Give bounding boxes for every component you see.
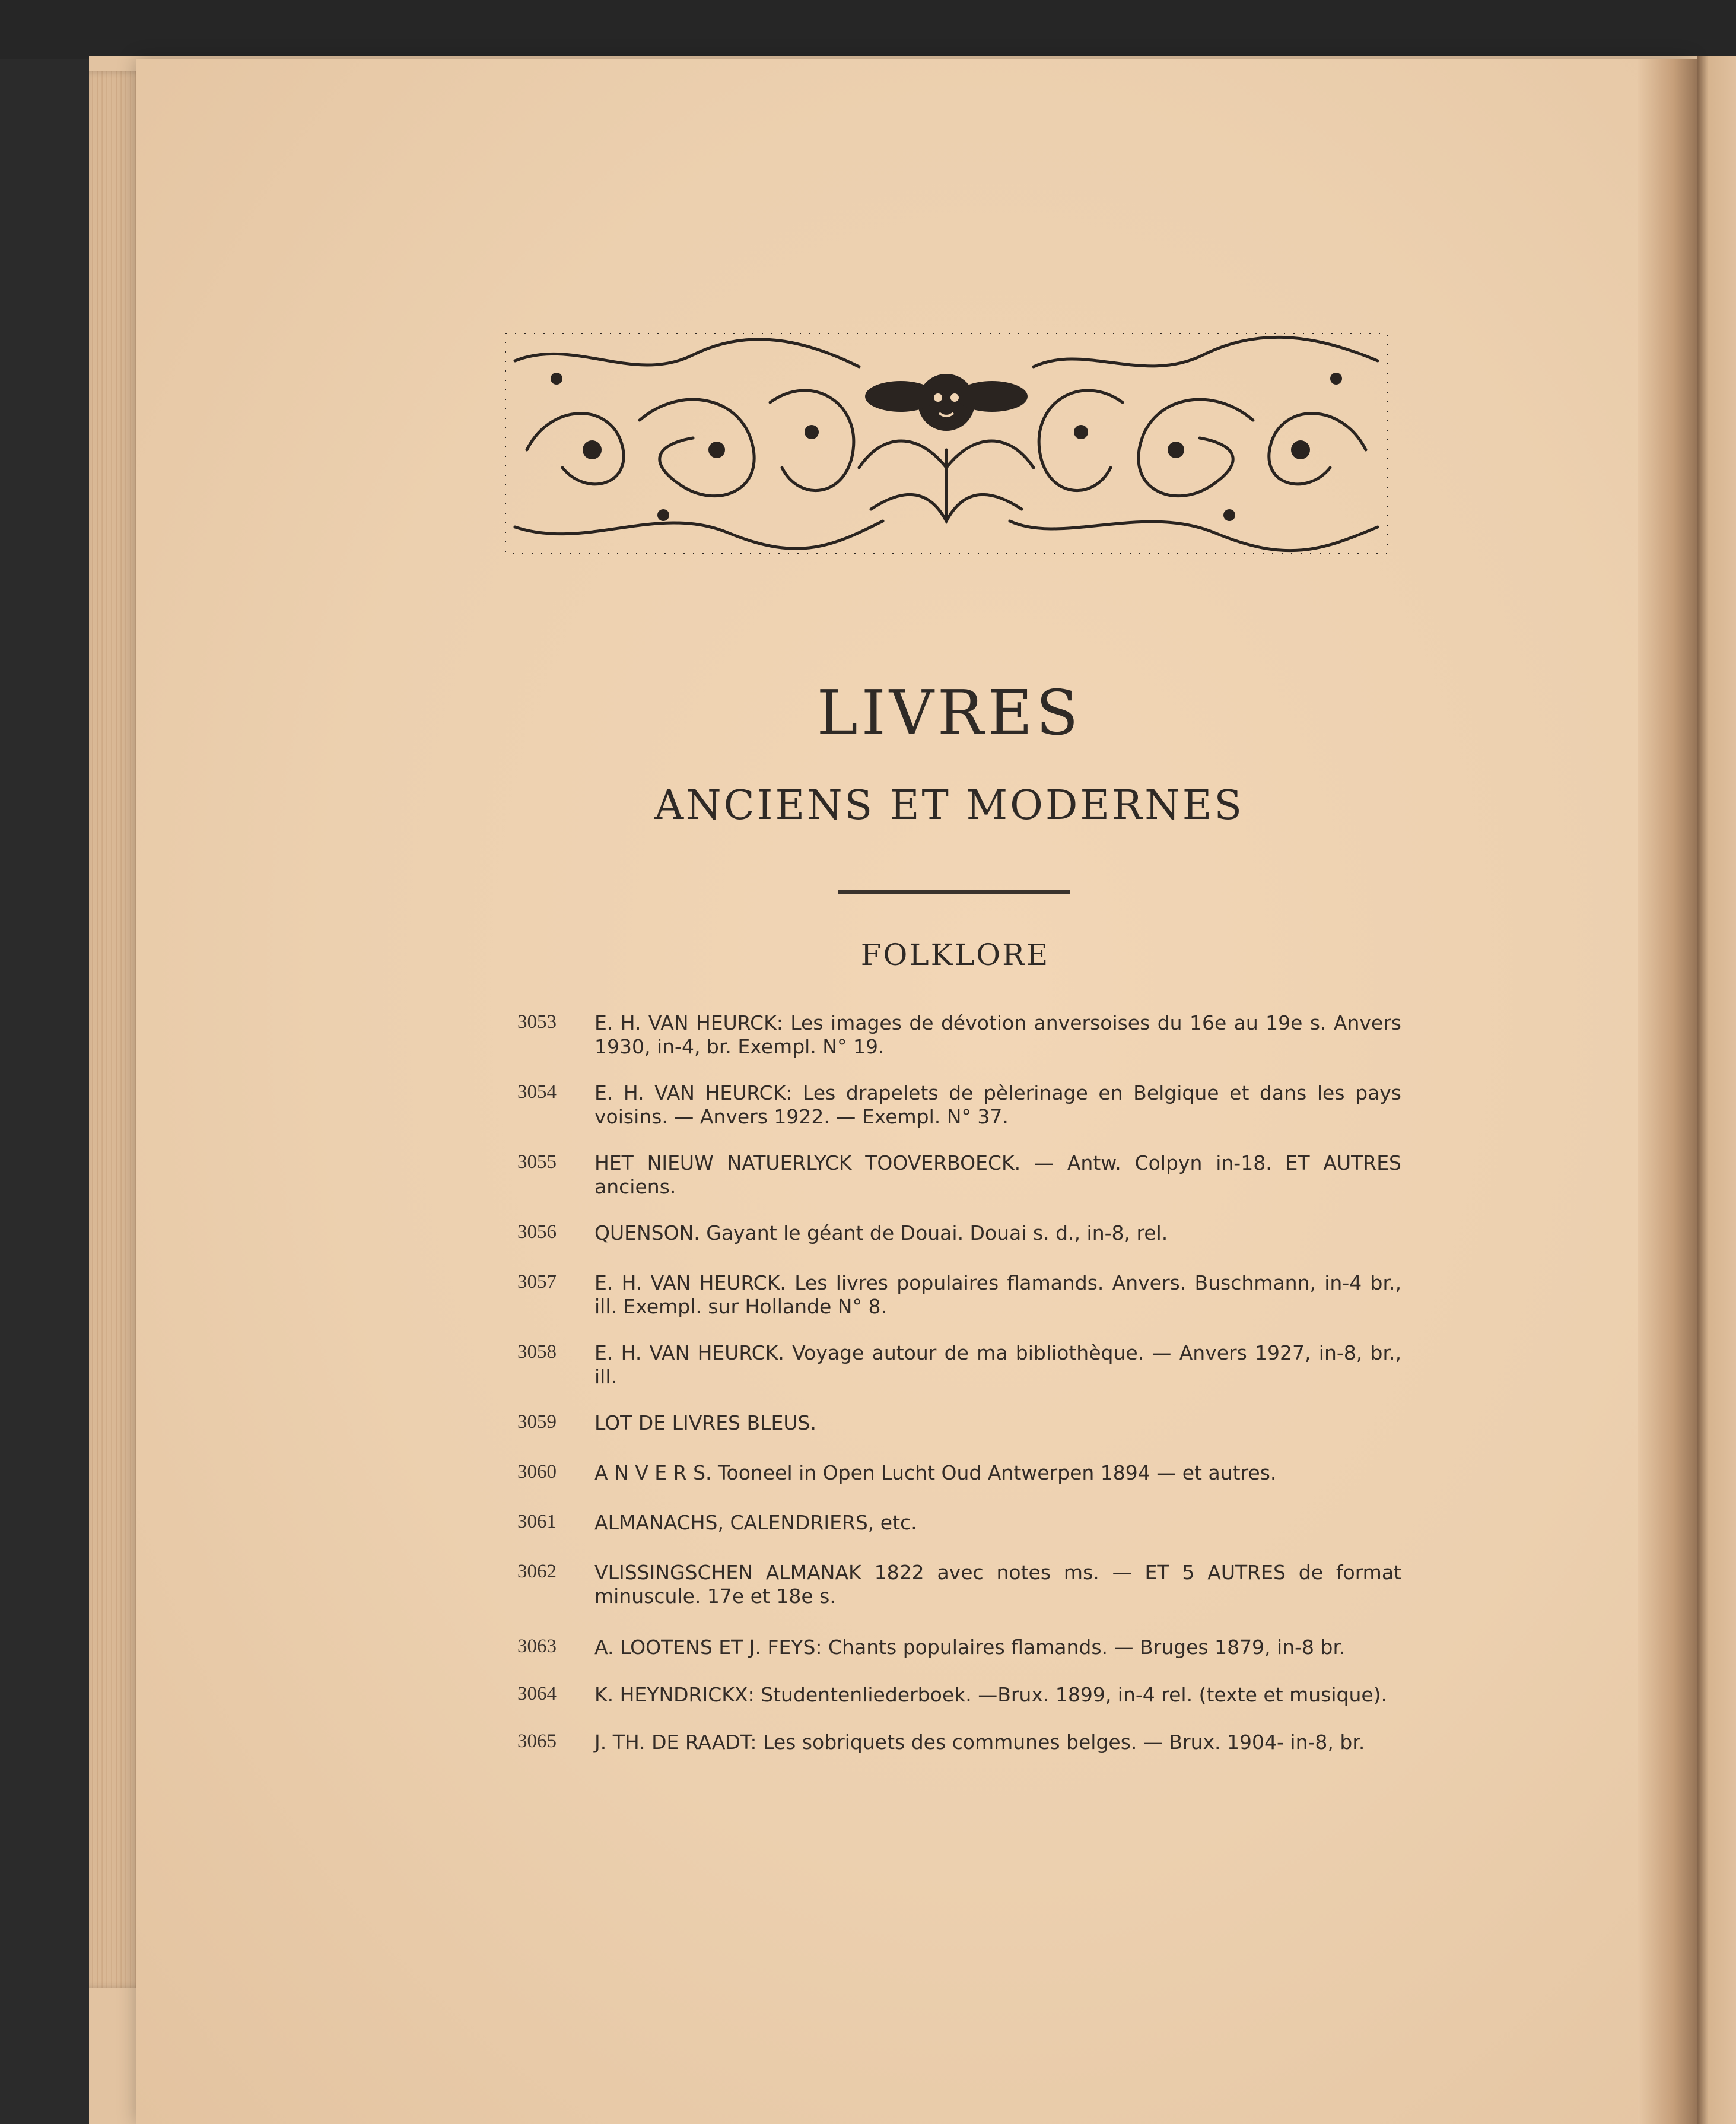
lot-description: ALMANACHS, CALENDRIERS, etc. xyxy=(594,1511,917,1534)
lot-description: QUENSON. Gayant le géant de Douai. Douai s. d., in-8, rel. xyxy=(594,1221,1168,1244)
lot-description: J. TH. DE RAADT: Les sobriquets des communes belges. — Brux. 1904- in-8, br. xyxy=(594,1731,1365,1754)
book-gutter xyxy=(1638,59,1703,2124)
lot-description: K. HEYNDRICKX: Studentenliederboek. —Brux. 1899, in-4 rel. (texte et musique). xyxy=(594,1683,1388,1706)
lot-description: E. H. VAN HEURCK: Les drapelets de pèlerinage en Belgique et dans les pays voisins. — Anvers 1922. — Exempl. N° 37. xyxy=(594,1081,1401,1128)
lot-description: A N V E R S. Tooneel in Open Lucht Oud Antwerpen 1894 — et autres. xyxy=(594,1461,1277,1484)
lot-description: VLISSINGSCHEN ALMANAK 1822 avec notes ms. — ET 5 AUTRES de format minuscule. 17e et 18e s. xyxy=(594,1561,1401,1608)
lot-description: LOT DE LIVRES BLEUS. xyxy=(594,1411,816,1434)
lot-number: 3064 xyxy=(517,1683,557,1704)
title-rule xyxy=(838,890,1070,894)
lot-number: 3060 xyxy=(517,1461,557,1482)
lot-number: 3053 xyxy=(517,1011,557,1033)
lot-number: 3065 xyxy=(517,1731,557,1752)
ornamental-headpiece xyxy=(503,331,1390,555)
lot-description: E. H. VAN HEURCK. Voyage autour de ma bibliothèque. — Anvers 1927, in-8, br., ill. xyxy=(594,1341,1401,1388)
lot-description: HET NIEUW NATUERLYCK TOOVERBOECK. — Antw. Colpyn in-18. ET AUTRES anciens. xyxy=(594,1151,1401,1198)
lot-number: 3063 xyxy=(517,1636,557,1657)
lot-number: 3062 xyxy=(517,1561,557,1582)
page-subtitle: ANCIENS ET MODERNES xyxy=(654,782,1244,829)
lot-number: 3061 xyxy=(517,1511,557,1532)
page-title: LIVRES xyxy=(816,677,1082,749)
lot-description: A. LOOTENS ET J. FEYS: Chants populaires flamands. — Bruges 1879, in-8 br. xyxy=(594,1636,1346,1659)
lot-number: 3055 xyxy=(517,1151,557,1173)
lot-number: 3057 xyxy=(517,1271,557,1293)
lot-description: E. H. VAN HEURCK: Les images de dévotion anversoises du 16e au 19e s. Anvers 1930, in-4, br. Exempl. N° 19. xyxy=(594,1011,1401,1058)
lot-number: 3059 xyxy=(517,1411,557,1433)
lot-number: 3058 xyxy=(517,1341,557,1363)
backdrop xyxy=(0,0,1736,59)
section-heading: FOLKLORE xyxy=(860,938,1050,972)
lot-description: E. H. VAN HEURCK. Les livres populaires flamands. Anvers. Buschmann, in-4 br., ill. Exempl. sur Hollande N° 8. xyxy=(594,1271,1401,1318)
lot-number: 3056 xyxy=(517,1221,557,1243)
lot-number: 3054 xyxy=(517,1081,557,1103)
facing-page-edge xyxy=(1697,56,1736,2124)
